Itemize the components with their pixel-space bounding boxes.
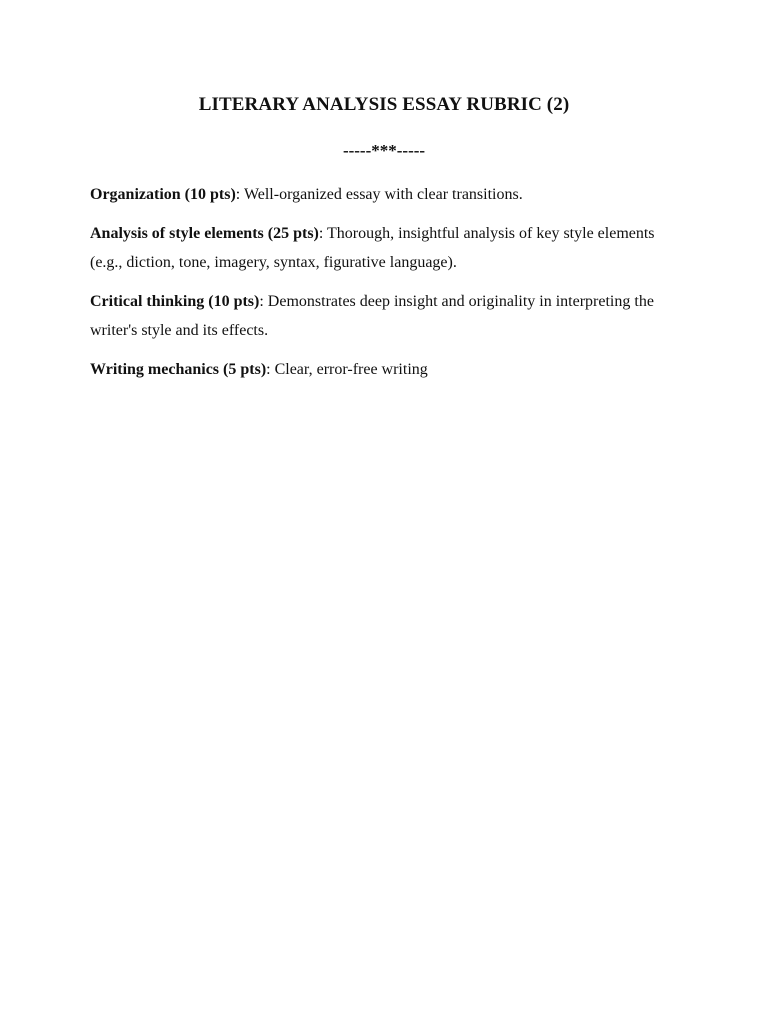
criterion-label: Writing mechanics (5 pts) (90, 361, 267, 378)
rubric-criterion-critical-thinking (90, 287, 678, 345)
document-title: LITERARY ANALYSIS ESSAY RUBRIC (2) (198, 94, 570, 115)
rubric-criterion-writing-mechanics (90, 355, 678, 384)
title-separator: -----***----- (342, 141, 426, 160)
criterion-description: : Demonstrates deep insight and originality in interpreting the writer's style and its effects. (90, 293, 654, 339)
document-content (90, 92, 678, 394)
rubric-criterion-organization (90, 180, 678, 209)
criterion-label: Analysis of style elements (25 pts) (90, 225, 319, 242)
criterion-description: : Clear, error-free writing (266, 361, 428, 378)
criterion-description: : Well-organized essay with clear transitions. (235, 186, 523, 203)
criterion-description: : Thorough, insightful analysis of key style elements (e.g., diction, tone, imagery, syntax, figurative language). (90, 225, 655, 271)
criterion-label: Critical thinking (10 pts) (90, 293, 260, 310)
rubric-criterion-style-analysis (90, 219, 678, 277)
criterion-label: Organization (10 pts) (90, 186, 236, 203)
rubric-criteria-list (90, 180, 678, 384)
